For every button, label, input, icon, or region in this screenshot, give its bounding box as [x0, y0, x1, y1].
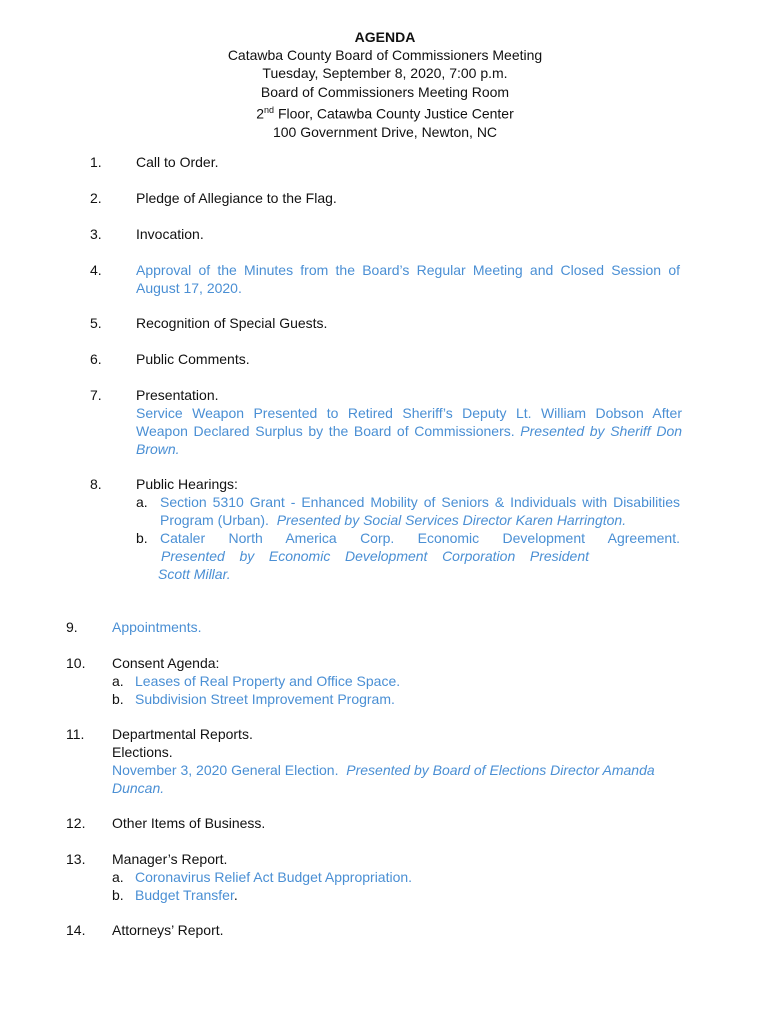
item-text: Attorneys’ Report.	[112, 922, 224, 938]
meeting-floor: 2nd Floor, Catawba County Justice Center	[256, 104, 514, 122]
item-text: Invocation.	[136, 226, 204, 242]
agenda-header	[0, 28, 770, 141]
item-number: 1.	[90, 154, 102, 170]
agenda-title: AGENDA	[354, 29, 416, 45]
item-number: 10.	[66, 655, 86, 671]
item-text: Other Items of Business.	[112, 815, 266, 831]
item-text: Recognition of Special Guests.	[136, 315, 328, 331]
sub-item-a: a. Coronavirus Relief Act Budget Appropriation.	[112, 869, 413, 885]
item-heading: Presentation.	[136, 387, 219, 403]
appointments-link[interactable]: Appointments.	[112, 619, 202, 635]
item-number: 6.	[90, 351, 102, 367]
minutes-approval-link[interactable]: Approval of the Minutes from the Board’s Regular Meeting and Closed Session of August 17, 2020.	[136, 262, 680, 296]
item-text: Call to Order.	[136, 154, 219, 170]
item-number: 5.	[90, 315, 102, 331]
item-number: 14.	[66, 922, 86, 938]
meeting-address: 100 Government Drive, Newton, NC	[272, 123, 498, 140]
leases-link[interactable]: Leases of Real Property and Office Space.	[135, 673, 401, 689]
sub-item-a: a. Section 5310 Grant - Enhanced Mobility of Seniors & Individuals with Disabilities Program (Urban). Presented by Social Services Director Karen Harrington.	[136, 494, 680, 528]
item-number: 9.	[66, 619, 78, 635]
sub-item-b: b. Budget Transfer.	[112, 887, 238, 903]
item-number: 7.	[90, 387, 102, 403]
item-heading: Public Hearings:	[136, 476, 238, 492]
economic-agreement-link[interactable]: Cataler North America Corp. Economic Development Agreement. Presented by Economic Development Corporation President Scott Millar.	[158, 530, 680, 582]
item-heading: Departmental Reports.	[112, 726, 253, 742]
item-number: 2.	[90, 190, 102, 206]
item-subheading: Elections.	[112, 744, 173, 760]
subdivision-street-link[interactable]: Subdivision Street Improvement Program.	[135, 691, 395, 707]
sub-item-b: b. Cataler North America Corp. Economic Development Agreement. Presented by Economic Development Corporation President Scott Millar.	[136, 530, 680, 582]
sub-item-a: a. Leases of Real Property and Office Space.	[112, 673, 401, 689]
item-number: 4.	[90, 262, 102, 278]
item-number: 12.	[66, 815, 86, 831]
item-number: 3.	[90, 226, 102, 242]
sub-item-b: b. Subdivision Street Improvement Program.	[112, 691, 395, 707]
presentation-link[interactable]: Service Weapon Presented to Retired Sheriff’s Deputy Lt. William Dobson After Weapon Declared Surplus by the Board of Commissioners. Presented by Sheriff Don Brown.	[136, 405, 683, 457]
item-heading: Consent Agenda:	[112, 655, 220, 671]
presenter: Presented by Sheriff Don Brown.	[136, 423, 683, 457]
meeting-room: Board of Commissioners Meeting Room	[260, 83, 510, 100]
item-text: Pledge of Allegiance to the Flag.	[136, 190, 337, 206]
coronavirus-relief-link[interactable]: Coronavirus Relief Act Budget Appropriation.	[135, 869, 413, 885]
meeting-name: Catawba County Board of Commissioners Meeting	[227, 47, 543, 64]
item-heading: Manager’s Report.	[112, 851, 228, 867]
item-text: Public Comments.	[136, 351, 250, 367]
item-number: 13.	[66, 851, 86, 867]
grant-hearing-link[interactable]: Section 5310 Grant - Enhanced Mobility of Seniors & Individuals with Disabilities Program (Urban). Presented by Social Services Director Karen Harrington.	[160, 494, 680, 528]
general-election-link[interactable]: November 3, 2020 General Election. Presented by Board of Elections Director Amanda Duncan.	[112, 762, 655, 796]
item-number: 11.	[66, 726, 85, 742]
budget-transfer-link[interactable]: Budget Transfer	[135, 887, 234, 903]
meeting-date: Tuesday, September 8, 2020, 7:00 p.m.	[262, 65, 508, 82]
item-number: 8.	[90, 476, 102, 492]
